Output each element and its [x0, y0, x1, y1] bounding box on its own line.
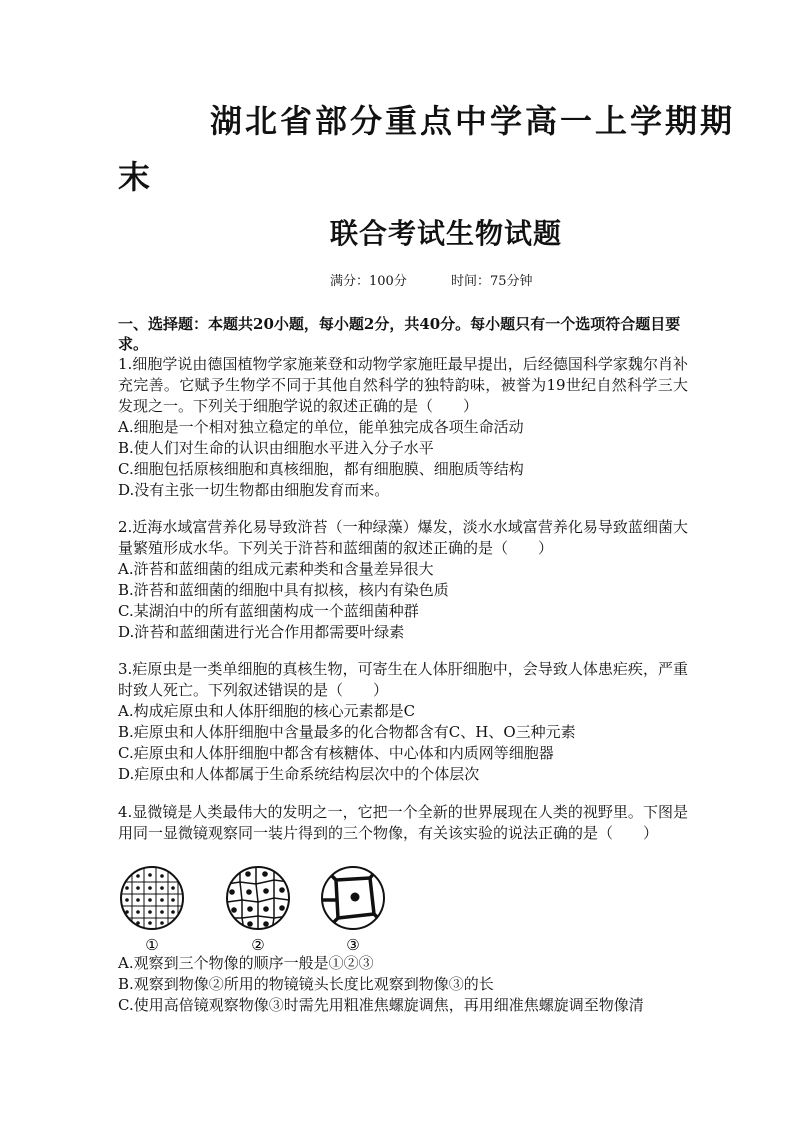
option-b: B.浒苔和蓝细菌的细胞中具有拟核，核内有染色质	[118, 581, 449, 599]
full-score: 满分：100分	[330, 274, 407, 289]
microscope-view-3	[322, 866, 386, 930]
microscope-view-2	[227, 866, 289, 930]
question-stem: 2.近海水域富营养化易导致浒苔（一种绿藻）爆发，淡水水域富营养化易导致蓝细菌大量繁殖形成水华。下列关于浒苔和蓝细菌的叙述正确的是（ ）	[118, 518, 688, 557]
exam-meta	[330, 270, 533, 289]
question-2	[118, 517, 688, 643]
option-b: B.使人们对生命的认识由细胞水平进入分子水平	[118, 439, 434, 457]
option-c: C.使用高倍镜观察物像③时需先用粗准焦螺旋调焦，再用细准焦螺旋调至物像清	[118, 996, 644, 1014]
option-a: A.构成疟原虫和人体肝细胞的核心元素都是C	[118, 702, 416, 720]
exam-title-line2: 联合考试生物试题	[330, 217, 563, 250]
option-d: D.疟原虫和人体都属于生命系统结构层次中的个体层次	[118, 765, 480, 783]
option-b: B.疟原虫和人体肝细胞中含量最多的化合物都含有C、H、O三种元素	[118, 723, 576, 741]
option-a: A.浒苔和蓝细菌的组成元素种类和含量差异很大	[118, 560, 434, 578]
figure-label-1: ①	[145, 936, 159, 954]
question-1	[118, 354, 688, 501]
time-limit: 时间：75分钟	[450, 274, 533, 289]
figure-label-2: ②	[251, 936, 265, 954]
figure-label-3: ③	[346, 936, 360, 954]
exam-title-line1: 湖北省部分重点中学高一上学期期	[210, 102, 736, 140]
option-d: D.浒苔和蓝细菌进行光合作用都需要叶绿素	[118, 623, 405, 641]
exam-title-line1-end: 末	[118, 158, 151, 196]
question-4-options	[118, 953, 688, 1016]
question-stem: 1.细胞学说由德国植物学家施莱登和动物学家施旺最早提出，后经德国科学家魏尔肖补充完善。它赋予生物学不同于其他自然科学的独特韵味，被誉为19世纪自然科学三大发现之一。下列关于细胞学说的叙述正确的是（ ）	[118, 355, 688, 415]
option-b: B.观察到物像②所用的物镜镜头长度比观察到物像③的长	[118, 975, 494, 993]
option-c: C.细胞包括原核细胞和真核细胞，都有细胞膜、细胞质等结构	[118, 460, 524, 478]
option-d: D.没有主张一切生物都由细胞发育而来。	[118, 481, 390, 499]
section-heading: 一、选择题：本题共20小题，每小题2分，共40分。每小题只有一个选项符合题目要求。	[118, 315, 681, 353]
option-c: C.疟原虫和人体肝细胞中都含有核糖体、中心体和内质网等细胞器	[118, 744, 554, 762]
question-stem: 3.疟原虫是一类单细胞的真核生物，可寄生在人体肝细胞中，会导致人体患疟疾，严重时致人死亡。下列叙述错误的是（ ）	[118, 660, 688, 699]
question-stem: 4.显微镜是人类最伟大的发明之一，它把一个全新的世界展现在人类的视野里。下图是用同一显微镜观察同一装片得到的三个物像，有关该实验的说法正确的是（ ）	[118, 803, 688, 842]
option-a: A.观察到三个物像的顺序一般是①②③	[118, 954, 374, 972]
question-4	[118, 802, 688, 844]
microscope-figure	[118, 862, 418, 954]
option-a: A.细胞是一个相对独立稳定的单位，能单独完成各项生命活动	[118, 418, 524, 436]
question-3	[118, 659, 688, 785]
option-c: C.某湖泊中的所有蓝细菌构成一个蓝细菌种群	[118, 602, 419, 620]
microscope-view-1	[121, 866, 183, 930]
microscope-images	[118, 862, 418, 954]
